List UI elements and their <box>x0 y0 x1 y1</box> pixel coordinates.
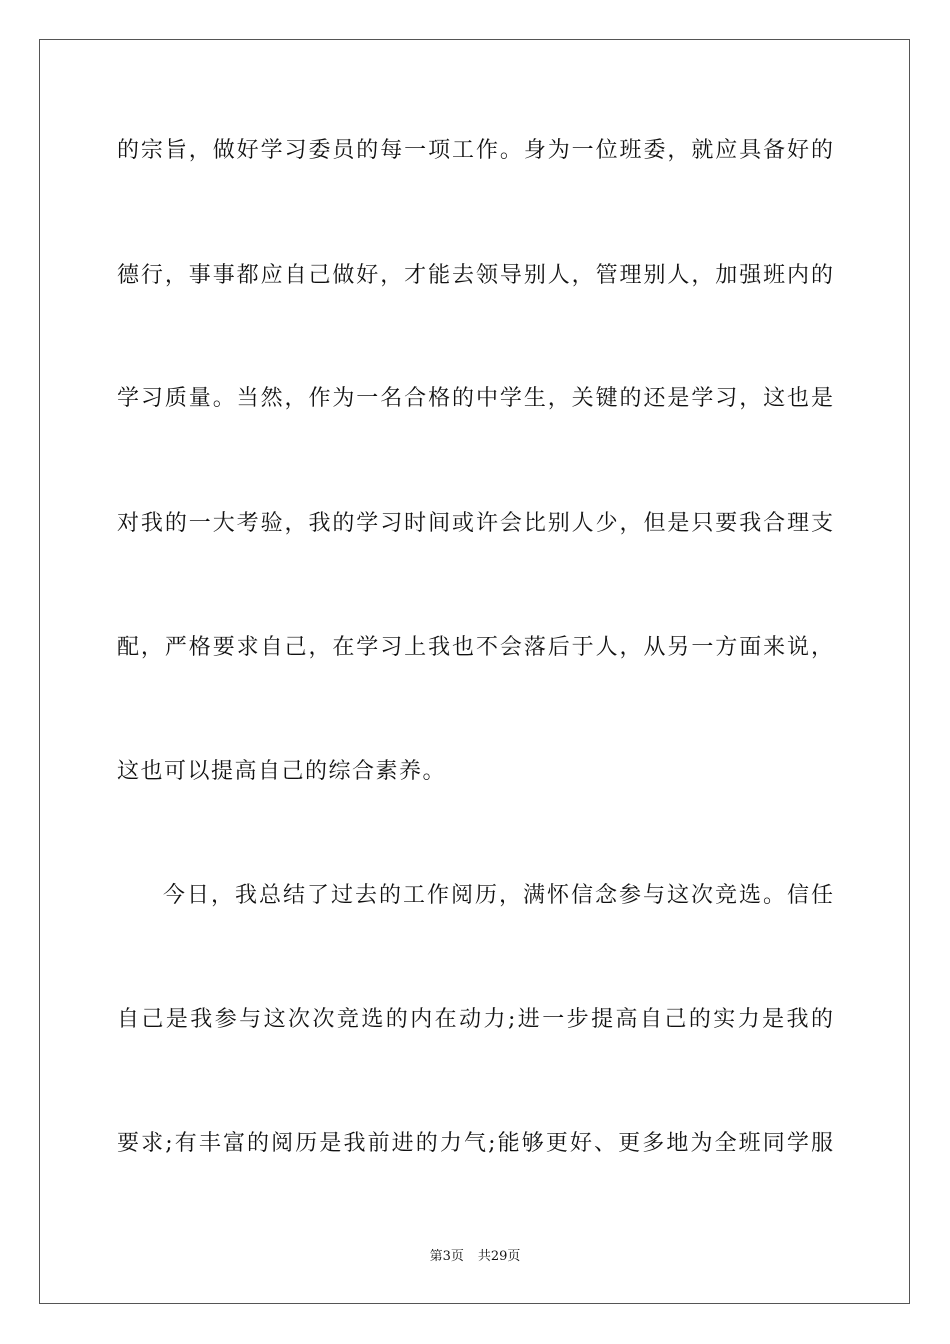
paragraph-line: 配，严格要求自己，在学习上我也不会落后于人，从另一方面来说， <box>117 635 833 660</box>
paragraph-line: 的宗旨，做好学习委员的每一项工作。身为一位班委，就应具备好的 <box>117 138 833 163</box>
page-border <box>39 39 910 1304</box>
paragraph-line: 自己是我参与这次次竞选的内在动力;进一步提高自己的实力是我的 <box>117 1007 833 1032</box>
paragraph-line: 要求;有丰富的阅历是我前进的力气;能够更好、更多地为全班同学服 <box>117 1131 833 1156</box>
paragraph-line: 德行，事事都应自己做好，才能去领导别人，管理别人，加强班内的 <box>117 263 833 288</box>
page-total: 共29页 <box>477 1249 521 1264</box>
paragraph-line-last: 这也可以提高自己的综合素养。 <box>117 759 447 784</box>
page-footer <box>0 1248 950 1266</box>
paragraph-line: 对我的一大考验，我的学习时间或许会比别人少，但是只要我合理支 <box>117 511 833 536</box>
page-number: 第3页 <box>429 1249 464 1264</box>
paragraph-line-indented: 今日，我总结了过去的工作阅历，满怀信念参与这次竞选。信任 <box>163 883 833 908</box>
paragraph-line: 学习质量。当然，作为一名合格的中学生，关键的还是学习，这也是 <box>117 386 833 411</box>
